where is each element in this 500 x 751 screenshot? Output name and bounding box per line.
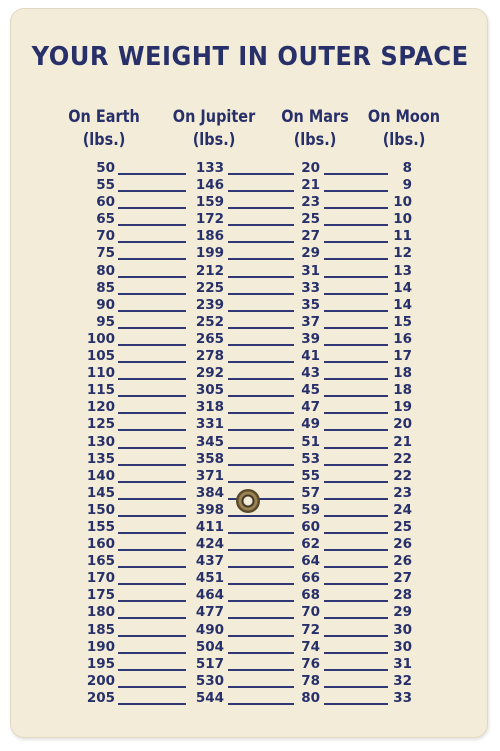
table-row [0,451,500,468]
leader-line [118,344,186,346]
leader-line [228,190,294,192]
leader-line [324,447,388,449]
leader-line [324,566,388,568]
moon-weight: 28 [393,587,412,604]
leader-line [324,241,388,243]
moon-weight: 10 [393,211,412,228]
column-header-earth [65,106,143,152]
leader-line [228,686,294,688]
jupiter-weight: 252 [195,313,224,330]
mars-weight: 74 [301,638,320,655]
earth-weight: 140 [86,467,115,484]
moon-weight: 16 [393,330,412,347]
leader-line [118,686,186,688]
leader-line [324,190,388,192]
leader-line [118,447,186,449]
mars-weight: 55 [301,467,320,484]
table-row [0,587,500,604]
earth-weight: 125 [86,416,115,433]
mars-weight: 20 [301,160,320,176]
column-header-label: On Moon [367,107,441,127]
earth-weight: 190 [86,638,115,655]
jupiter-weight: 464 [195,587,224,604]
leader-line [324,652,388,654]
earth-weight: 95 [96,313,115,330]
table-row [0,280,500,297]
moon-weight: 22 [393,467,412,484]
leader-line [228,429,294,431]
leader-line [228,464,294,466]
leader-line [324,327,388,329]
leader-line [228,600,294,602]
mars-weight: 51 [301,433,320,450]
jupiter-weight: 371 [195,467,224,484]
leader-line [228,395,294,397]
mars-weight: 49 [301,416,320,433]
moon-weight: 31 [393,655,412,672]
leader-line [228,481,294,483]
jupiter-weight: 292 [195,365,224,382]
leader-line [228,515,294,517]
table-row [0,553,500,570]
leader-line [118,635,186,637]
leader-line [228,583,294,585]
moon-weight: 33 [393,689,412,706]
earth-weight: 60 [96,194,115,211]
jupiter-weight: 199 [195,245,224,262]
leader-line [118,395,186,397]
leader-line [228,310,294,312]
column-header-unit: (lbs.) [382,130,426,150]
earth-weight: 130 [86,433,115,450]
leader-line [118,464,186,466]
table-row [0,536,500,553]
earth-weight: 75 [96,245,115,262]
leader-line [324,703,388,705]
mars-weight: 43 [301,365,320,382]
earth-weight: 200 [86,672,115,689]
leader-line [228,293,294,295]
mars-weight: 62 [301,536,320,553]
mars-weight: 39 [301,330,320,347]
table-row [0,348,500,365]
column-header-label: On Mars [281,107,349,127]
leader-line [324,293,388,295]
jupiter-weight: 477 [195,604,224,621]
jupiter-weight: 490 [195,621,224,638]
moon-weight: 9 [402,177,412,194]
leader-line [118,207,186,209]
leader-line [324,207,388,209]
moon-weight: 27 [393,570,412,587]
jupiter-weight: 265 [195,330,224,347]
leader-line [118,515,186,517]
earth-weight: 100 [86,330,115,347]
earth-weight: 180 [86,604,115,621]
mars-weight: 37 [301,313,320,330]
leader-line [324,224,388,226]
jupiter-weight: 305 [195,382,224,399]
leader-line [324,378,388,380]
moon-weight: 22 [393,450,412,467]
jupiter-weight: 398 [195,501,224,518]
leader-line [228,344,294,346]
leader-line [118,549,186,551]
leader-line [118,327,186,329]
earth-weight: 55 [96,177,115,194]
jupiter-weight: 159 [195,194,224,211]
mars-weight: 64 [301,553,320,570]
table-row [0,468,500,485]
moon-weight: 32 [393,672,412,689]
leader-line [324,412,388,414]
table-row [0,434,500,451]
earth-weight: 115 [86,382,115,399]
earth-weight: 160 [86,536,115,553]
mars-weight: 66 [301,570,320,587]
leader-line [324,669,388,671]
leader-line [324,498,388,500]
leader-line [118,224,186,226]
moon-weight: 17 [393,348,412,365]
table-row [0,690,500,707]
leader-line [228,258,294,260]
leader-line [324,600,388,602]
jupiter-weight: 424 [195,536,224,553]
moon-weight: 30 [393,638,412,655]
jupiter-weight: 318 [195,399,224,416]
jupiter-weight: 517 [195,655,224,672]
mars-weight: 76 [301,655,320,672]
leader-line [228,327,294,329]
weight-table [0,160,500,707]
table-row [0,228,500,245]
earth-weight: 150 [86,501,115,518]
mars-weight: 35 [301,296,320,313]
earth-weight: 50 [96,160,115,176]
jupiter-weight: 504 [195,638,224,655]
leader-line [228,241,294,243]
jupiter-weight: 411 [195,518,224,535]
leader-line [118,276,186,278]
column-header-unit: (lbs.) [82,130,126,150]
earth-weight: 110 [86,365,115,382]
jupiter-weight: 451 [195,570,224,587]
leader-line [228,447,294,449]
table-row [0,399,500,416]
leader-line [324,276,388,278]
jupiter-weight: 345 [195,433,224,450]
leader-line [118,583,186,585]
mars-weight: 78 [301,672,320,689]
jupiter-weight: 133 [195,160,224,176]
leader-line [324,344,388,346]
jupiter-weight: 172 [195,211,224,228]
earth-weight: 85 [96,279,115,296]
earth-weight: 165 [86,553,115,570]
leader-line [228,412,294,414]
mars-weight: 45 [301,382,320,399]
leader-line [228,549,294,551]
mars-weight: 41 [301,348,320,365]
table-row [0,314,500,331]
jupiter-weight: 544 [195,689,224,706]
leader-line [324,310,388,312]
moon-weight: 8 [402,160,412,176]
jupiter-weight: 212 [195,262,224,279]
mars-weight: 21 [301,177,320,194]
table-row [0,656,500,673]
table-row [0,331,500,348]
moon-weight: 14 [393,279,412,296]
leader-line [118,652,186,654]
moon-weight: 21 [393,433,412,450]
mars-weight: 23 [301,194,320,211]
earth-weight: 80 [96,262,115,279]
leader-line [324,464,388,466]
moon-weight: 23 [393,484,412,501]
leader-line [324,686,388,688]
leader-line [324,617,388,619]
table-row [0,297,500,314]
leader-line [228,635,294,637]
moon-weight: 13 [393,262,412,279]
moon-weight: 11 [393,228,412,245]
earth-weight: 170 [86,570,115,587]
earth-weight: 135 [86,450,115,467]
leader-line [228,617,294,619]
table-row [0,519,500,536]
moon-weight: 30 [393,621,412,638]
leader-line [118,600,186,602]
earth-weight: 155 [86,518,115,535]
moon-weight: 19 [393,399,412,416]
leader-line [118,429,186,431]
leader-line [118,412,186,414]
jupiter-weight: 146 [195,177,224,194]
moon-weight: 29 [393,604,412,621]
leader-line [118,703,186,705]
leader-line [118,173,186,175]
leader-line [324,258,388,260]
leader-line [118,617,186,619]
grommet-eyelet [236,489,260,513]
mars-weight: 53 [301,450,320,467]
mars-weight: 47 [301,399,320,416]
earth-weight: 105 [86,348,115,365]
jupiter-weight: 186 [195,228,224,245]
table-row [0,382,500,399]
table-row [0,673,500,690]
mars-weight: 72 [301,621,320,638]
leader-line [118,190,186,192]
leader-line [118,310,186,312]
earth-weight: 185 [86,621,115,638]
moon-weight: 12 [393,245,412,262]
leader-line [228,361,294,363]
column-header-label: On Earth [68,107,140,127]
mars-weight: 31 [301,262,320,279]
jupiter-weight: 239 [195,296,224,313]
earth-weight: 145 [86,484,115,501]
jupiter-weight: 530 [195,672,224,689]
leader-line [228,703,294,705]
leader-line [118,481,186,483]
leader-line [228,207,294,209]
mars-weight: 25 [301,211,320,228]
table-row [0,177,500,194]
mars-weight: 70 [301,604,320,621]
leader-line [228,276,294,278]
leader-line [324,481,388,483]
leader-line [228,652,294,654]
moon-weight: 18 [393,365,412,382]
mars-weight: 59 [301,501,320,518]
leader-line [118,241,186,243]
leader-line [118,258,186,260]
table-row [0,622,500,639]
leader-line [324,395,388,397]
leader-line [118,378,186,380]
earth-weight: 195 [86,655,115,672]
table-row [0,245,500,262]
moon-weight: 26 [393,553,412,570]
moon-weight: 14 [393,296,412,313]
column-header-unit: (lbs.) [192,130,236,150]
leader-line [324,429,388,431]
moon-weight: 20 [393,416,412,433]
leader-line [228,532,294,534]
leader-line [228,224,294,226]
jupiter-weight: 331 [195,416,224,433]
moon-weight: 25 [393,518,412,535]
mars-weight: 27 [301,228,320,245]
earth-weight: 175 [86,587,115,604]
leader-line [118,532,186,534]
column-header-moon [365,106,443,152]
leader-line [228,566,294,568]
mars-weight: 80 [301,689,320,706]
table-row [0,570,500,587]
table-row [0,263,500,280]
mars-weight: 33 [301,279,320,296]
earth-weight: 65 [96,211,115,228]
earth-weight: 205 [86,689,115,706]
table-row [0,211,500,228]
column-header-mars [277,106,354,152]
table-row [0,160,500,177]
table-row [0,604,500,621]
moon-weight: 26 [393,536,412,553]
earth-weight: 120 [86,399,115,416]
leader-line [324,583,388,585]
mars-weight: 60 [301,518,320,535]
table-row [0,365,500,382]
leader-line [228,378,294,380]
jupiter-weight: 225 [195,279,224,296]
page-title: YOUR WEIGHT IN OUTER SPACE [31,42,469,72]
moon-weight: 24 [393,501,412,518]
leader-line [324,532,388,534]
leader-line [324,515,388,517]
leader-line [228,173,294,175]
leader-line [324,173,388,175]
mars-weight: 57 [301,484,320,501]
moon-weight: 18 [393,382,412,399]
mars-weight: 29 [301,245,320,262]
moon-weight: 10 [393,194,412,211]
leader-line [324,361,388,363]
table-row [0,416,500,433]
table-row [0,639,500,656]
leader-line [118,361,186,363]
earth-weight: 90 [96,296,115,313]
earth-weight: 70 [96,228,115,245]
column-header-unit: (lbs.) [293,130,337,150]
leader-line [118,669,186,671]
leader-line [324,549,388,551]
mars-weight: 68 [301,587,320,604]
jupiter-weight: 384 [195,484,224,501]
jupiter-weight: 358 [195,450,224,467]
column-header-label: On Jupiter [172,107,256,127]
leader-line [118,566,186,568]
table-row [0,194,500,211]
leader-line [228,669,294,671]
column-header-jupiter [166,106,261,152]
leader-line [118,293,186,295]
leader-line [324,635,388,637]
jupiter-weight: 437 [195,553,224,570]
leader-line [118,498,186,500]
jupiter-weight: 278 [195,348,224,365]
moon-weight: 15 [393,313,412,330]
